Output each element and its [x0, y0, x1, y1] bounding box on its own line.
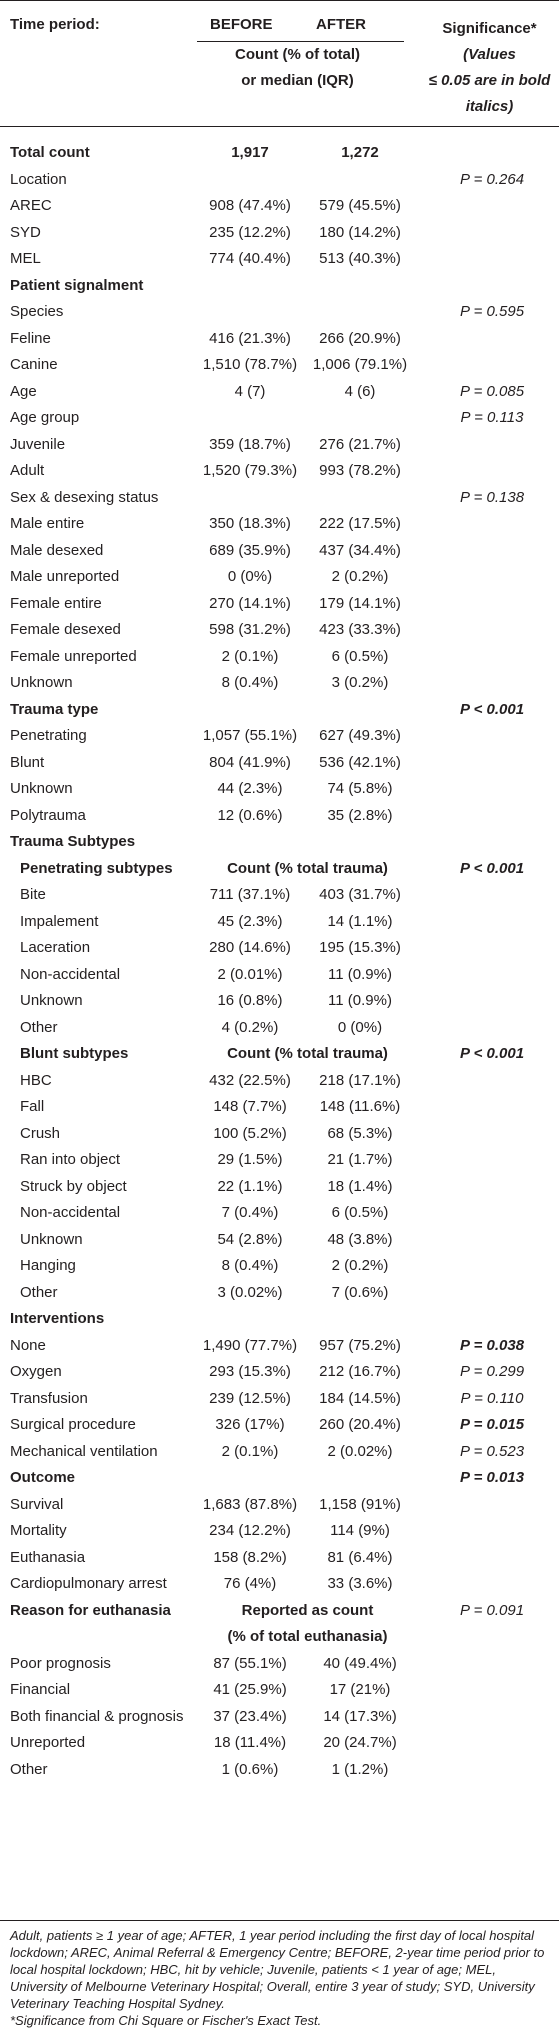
before-value: 1,683 (87.8%) — [202, 1495, 298, 1513]
row-label: Non-accidental — [20, 965, 121, 983]
table-row — [0, 1333, 559, 1360]
row-label: Feline — [10, 329, 51, 347]
after-value: 21 (1.7%) — [327, 1151, 393, 1168]
table-row — [0, 1015, 559, 1042]
row-label: Blunt — [10, 753, 45, 771]
row-label: Mechanical ventilation — [10, 1442, 158, 1460]
before-value: 2 (0.1%) — [221, 1442, 279, 1460]
before-value: 158 (8.2%) — [213, 1548, 287, 1566]
row-label: Other — [10, 1760, 48, 1778]
row-label: AREC — [10, 197, 52, 214]
after-value: 957 (75.2%) — [319, 1336, 401, 1354]
table-row — [0, 723, 559, 750]
row-label: Transfusion — [10, 1389, 88, 1407]
after-value: 68 (5.3%) — [327, 1124, 393, 1142]
after-value: 423 (33.3%) — [319, 621, 401, 638]
after-value: 11 (0.9%) — [328, 992, 392, 1009]
table-row — [0, 1545, 559, 1572]
row-label: Cardiopulmonary arrest — [10, 1575, 167, 1592]
before-value: 4 (7) — [234, 382, 266, 400]
row-label: Adult — [10, 462, 45, 479]
after-value: 579 (45.5%) — [319, 197, 401, 214]
before-value: 326 (17%) — [215, 1416, 285, 1433]
after-value: 2 (0.2%) — [331, 1257, 389, 1274]
before-header: BEFORE — [210, 16, 273, 33]
row-label: Unknown — [10, 674, 73, 691]
after-value: 14 (1.1%) — [327, 912, 393, 930]
table-row — [0, 644, 559, 671]
table-row — [0, 1068, 559, 1095]
row-label: Location — [10, 170, 67, 188]
table-footnote — [0, 1927, 559, 2029]
row-label: Other — [20, 1018, 58, 1036]
after-value: 260 (20.4%) — [319, 1416, 401, 1433]
row-label: Financial — [10, 1681, 71, 1698]
row-label: Age — [10, 382, 37, 400]
before-value: 7 (0.4%) — [221, 1204, 279, 1221]
table-row — [0, 670, 559, 697]
significance-value: P = 0.110 — [460, 1389, 524, 1407]
table-row — [0, 1518, 559, 1545]
before-value: 87 (55.1%) — [213, 1654, 287, 1672]
after-value: 148 (11.6%) — [319, 1098, 401, 1115]
row-label: Female unreported — [10, 647, 137, 665]
significance-value: P < 0.001 — [459, 700, 525, 718]
before-value: 37 (23.4%) — [213, 1707, 287, 1725]
after-value: 114 (9%) — [330, 1522, 390, 1539]
row-label: Total count — [10, 144, 90, 161]
before-value: 1,490 (77.7%) — [202, 1336, 298, 1354]
row-label: SYD — [10, 223, 41, 241]
before-value: 359 (18.7%) — [209, 435, 291, 453]
after-value: 184 (14.5%) — [319, 1389, 401, 1407]
row-label: Other — [20, 1283, 58, 1301]
table-row — [0, 803, 559, 830]
table-row — [0, 1094, 559, 1121]
table-row — [0, 1757, 559, 1784]
after-value: 993 (78.2%) — [319, 462, 401, 479]
sig-header-line4: italics) — [465, 98, 514, 115]
table-row — [0, 485, 559, 512]
row-label: Survival — [10, 1495, 64, 1513]
table-row — [0, 1571, 559, 1598]
after-value: 276 (21.7%) — [319, 435, 401, 453]
table-row — [0, 882, 559, 909]
row-label: Unreported — [10, 1734, 86, 1751]
before-value: 18 (11.4%) — [213, 1734, 287, 1751]
row-label: Juvenile — [10, 435, 66, 453]
before-value: 44 (2.3%) — [217, 780, 283, 797]
row-label: Crush — [20, 1124, 61, 1142]
significance-value: P = 0.595 — [459, 303, 525, 320]
table-row — [0, 1492, 559, 1519]
table-row — [0, 432, 559, 459]
table-row — [0, 405, 559, 432]
row-label: Bite — [20, 886, 46, 903]
sig-header-line3: ≤ 0.05 are in bold — [428, 72, 551, 89]
table-row — [0, 1280, 559, 1307]
row-label: Female desexed — [10, 621, 121, 638]
after-value: 403 (31.7%) — [319, 886, 401, 903]
table-row — [0, 1412, 559, 1439]
row-label: Struck by object — [20, 1177, 127, 1195]
row-label: Ran into object — [20, 1151, 121, 1168]
before-value: 270 (14.1%) — [209, 594, 291, 612]
table-row — [0, 1624, 559, 1651]
table-row — [0, 379, 559, 406]
after-value: 1 (1.2%) — [331, 1760, 389, 1778]
after-value: 14 (17.3%) — [323, 1707, 397, 1725]
row-label: Outcome — [10, 1469, 76, 1486]
before-value: 711 (37.1%) — [209, 886, 291, 903]
table-body — [0, 140, 559, 1783]
table-row — [0, 856, 559, 883]
after-value: 6 (0.5%) — [331, 1204, 389, 1221]
row-label: Age group — [10, 409, 80, 426]
row-span-header: Count (% total trauma) — [227, 859, 388, 877]
table-row — [0, 1598, 559, 1625]
row-label: Laceration — [20, 939, 91, 956]
row-label: Blunt subtypes — [20, 1045, 129, 1062]
before-value: 908 (47.4%) — [209, 197, 291, 214]
row-label: Canine — [10, 356, 58, 373]
after-header: AFTER — [316, 16, 366, 33]
row-label: Male unreported — [10, 568, 120, 585]
before-value: 22 (1.1%) — [217, 1177, 283, 1195]
row-label: Trauma Subtypes — [10, 833, 136, 850]
after-value: 33 (3.6%) — [327, 1575, 393, 1592]
after-value: 20 (24.7%) — [323, 1734, 397, 1751]
table-row — [0, 1651, 559, 1678]
table-row — [0, 511, 559, 538]
significance-value: P = 0.138 — [459, 488, 525, 506]
table-row — [0, 1174, 559, 1201]
before-value: 350 (18.3%) — [209, 515, 291, 532]
row-label: Unknown — [10, 780, 73, 797]
row-label: Male desexed — [10, 541, 104, 559]
table-row — [0, 564, 559, 591]
table-row — [0, 1704, 559, 1731]
after-value: 437 (34.4%) — [319, 541, 401, 559]
before-value: 280 (14.6%) — [209, 939, 291, 956]
before-value: 8 (0.4%) — [221, 1257, 279, 1274]
after-value: 1,158 (91%) — [319, 1495, 401, 1513]
after-value: 17 (21%) — [329, 1681, 391, 1698]
significance-value: P = 0.113 — [460, 409, 524, 426]
table-row — [0, 935, 559, 962]
before-value: 54 (2.8%) — [217, 1230, 283, 1248]
after-value: 40 (49.4%) — [323, 1654, 397, 1672]
table-row — [0, 776, 559, 803]
table-row — [0, 1227, 559, 1254]
table-row — [0, 273, 559, 300]
before-value: 1 (0.6%) — [221, 1760, 279, 1778]
table-row — [0, 829, 559, 856]
after-value: 35 (2.8%) — [327, 806, 393, 824]
before-value: 100 (5.2%) — [213, 1124, 287, 1142]
row-label: Interventions — [10, 1310, 105, 1327]
before-value: 2 (0.01%) — [217, 965, 283, 983]
row-label: Sex & desexing status — [10, 488, 159, 506]
table-row — [0, 1121, 559, 1148]
after-value: 179 (14.1%) — [319, 594, 401, 612]
table-header — [0, 0, 559, 157]
after-value: 2 (0.02%) — [327, 1442, 393, 1460]
row-label: Trauma type — [10, 700, 99, 718]
before-value: 1,917 — [231, 144, 269, 161]
table-row — [0, 1730, 559, 1757]
significance-value: P = 0.523 — [459, 1442, 525, 1460]
significance-value: P = 0.038 — [459, 1336, 525, 1354]
table-row — [0, 193, 559, 220]
row-label: Surgical procedure — [10, 1416, 136, 1433]
row-label: None — [10, 1336, 46, 1354]
before-value: 804 (41.9%) — [209, 753, 291, 771]
after-value: 48 (3.8%) — [327, 1230, 393, 1248]
row-label: MEL — [10, 250, 41, 267]
significance-value: P = 0.299 — [459, 1363, 525, 1380]
after-value: 627 (49.3%) — [319, 727, 401, 744]
after-value: 4 (6) — [344, 382, 376, 400]
table-row — [0, 352, 559, 379]
table-row — [0, 1200, 559, 1227]
row-label: Species — [10, 303, 64, 320]
row-label: Reason for euthanasia — [10, 1601, 171, 1619]
before-value: 41 (25.9%) — [213, 1681, 287, 1698]
before-value: 293 (15.3%) — [209, 1363, 291, 1380]
after-value: 11 (0.9%) — [328, 965, 392, 983]
before-value: 3 (0.02%) — [217, 1283, 283, 1301]
table-row — [0, 220, 559, 247]
row-label: Patient signalment — [10, 276, 144, 294]
row-label: Poor prognosis — [10, 1654, 111, 1672]
table-row — [0, 1465, 559, 1492]
before-value: 2 (0.1%) — [221, 647, 279, 665]
header-subrule — [197, 41, 404, 42]
row-label: Unknown — [20, 992, 83, 1009]
before-value: 12 (0.6%) — [217, 806, 283, 824]
after-value: 536 (42.1%) — [319, 753, 401, 771]
before-value: 1,510 (78.7%) — [202, 356, 298, 373]
row-label: Mortality — [10, 1522, 67, 1539]
before-value: 432 (22.5%) — [209, 1071, 291, 1089]
table-row — [0, 538, 559, 565]
table-row — [0, 988, 559, 1015]
before-value: 774 (40.4%) — [209, 250, 291, 267]
table-row — [0, 458, 559, 485]
before-value: 689 (35.9%) — [209, 541, 291, 559]
row-label: Polytrauma — [10, 806, 86, 824]
after-value: 222 (17.5%) — [319, 515, 401, 532]
table-row — [0, 1386, 559, 1413]
count-header-line1: Count (% of total) — [235, 46, 360, 63]
table-row — [0, 697, 559, 724]
after-value: 74 (5.8%) — [327, 780, 393, 797]
footnote-significance: *Significance from Chi Square or Fischer's Exact Test. — [10, 2013, 322, 2028]
after-value: 1,272 — [341, 144, 379, 161]
table-row — [0, 167, 559, 194]
table-row — [0, 299, 559, 326]
before-value: 45 (2.3%) — [217, 912, 283, 930]
after-value: 0 (0%) — [337, 1018, 383, 1036]
before-value: 8 (0.4%) — [221, 674, 279, 691]
before-value: 598 (31.2%) — [209, 621, 291, 638]
significance-value: P = 0.091 — [459, 1601, 525, 1619]
table-row — [0, 1253, 559, 1280]
before-value: 416 (21.3%) — [209, 329, 291, 347]
table-row — [0, 591, 559, 618]
row-label: Euthanasia — [10, 1548, 86, 1566]
row-label: Non-accidental — [20, 1204, 121, 1221]
before-value: 148 (7.7%) — [213, 1098, 287, 1115]
table-row — [0, 246, 559, 273]
sig-header-line1: Significance* — [442, 20, 537, 37]
before-value: 29 (1.5%) — [217, 1151, 283, 1168]
row-label: Fall — [20, 1098, 45, 1115]
after-value: 513 (40.3%) — [319, 250, 401, 267]
row-label: Hanging — [20, 1257, 76, 1274]
table-row — [0, 1439, 559, 1466]
after-value: 6 (0.5%) — [331, 647, 389, 665]
table-row — [0, 1041, 559, 1068]
row-label: Both financial & prognosis — [10, 1707, 184, 1725]
after-value: 7 (0.6%) — [331, 1283, 389, 1301]
table-row — [0, 750, 559, 777]
row-label: Oxygen — [10, 1363, 62, 1380]
bottom-rule — [0, 1920, 559, 1921]
before-value: 234 (12.2%) — [209, 1522, 291, 1539]
after-value: 1,006 (79.1%) — [312, 356, 408, 373]
after-value: 2 (0.2%) — [331, 568, 389, 585]
significance-value: P = 0.013 — [459, 1469, 525, 1486]
before-value: 1,520 (79.3%) — [202, 462, 298, 479]
row-label: Unknown — [20, 1230, 83, 1248]
table-row — [0, 909, 559, 936]
after-value: 3 (0.2%) — [331, 674, 389, 691]
count-header-line2: or median (IQR) — [241, 72, 354, 89]
significance-value: P < 0.001 — [459, 1045, 525, 1062]
after-value: 195 (15.3%) — [319, 939, 401, 956]
significance-header — [420, 16, 559, 120]
after-value: 266 (20.9%) — [319, 329, 401, 347]
row-span-header: Count (% total trauma) — [227, 1045, 388, 1062]
header-rule — [0, 126, 559, 127]
before-value: 1,057 (55.1%) — [202, 727, 298, 744]
table-row — [0, 326, 559, 353]
after-value: 180 (14.2%) — [319, 223, 401, 241]
sig-header-line2: (Values — [463, 46, 516, 63]
table-row — [0, 1306, 559, 1333]
row-span-header: Reported as count — [241, 1601, 374, 1619]
row-span-header: (% of total euthanasia) — [227, 1628, 388, 1645]
row-label: Penetrating — [10, 727, 87, 744]
table-row — [0, 1677, 559, 1704]
after-value: 18 (1.4%) — [327, 1177, 393, 1195]
footnote-abbreviations: Adult, patients ≥ 1 year of age; AFTER, 1 year period including the first day of local hospital lockdown; AREC, Animal Referral & Emergency Centre; BEFORE, 2-year time period prior to local hospital lockdown; HBC, hit by vehicle; Juvenile, patients < 1 year of age; MEL, University of Melbourne Veterinary Hospital; Overall, entire 3 year of study; SYD, University Veterinary Teaching Hospital Sydney. — [10, 1928, 545, 2011]
before-value: 235 (12.2%) — [209, 223, 291, 241]
table-row — [0, 1359, 559, 1386]
table-row — [0, 1147, 559, 1174]
time-period-label: Time period: — [10, 16, 100, 33]
before-value: 239 (12.5%) — [209, 1389, 291, 1407]
before-value: 4 (0.2%) — [221, 1018, 279, 1036]
significance-value: P = 0.264 — [459, 170, 525, 188]
table-row — [0, 617, 559, 644]
after-value: 81 (6.4%) — [327, 1548, 393, 1566]
row-label: Impalement — [20, 912, 99, 930]
row-label: Male entire — [10, 515, 85, 532]
significance-value: P = 0.015 — [459, 1416, 525, 1433]
row-label: HBC — [20, 1071, 52, 1089]
significance-value: P < 0.001 — [459, 859, 525, 877]
after-value: 218 (17.1%) — [319, 1071, 401, 1089]
row-label: Female entire — [10, 594, 102, 612]
significance-value: P = 0.085 — [459, 382, 525, 400]
table-row — [0, 962, 559, 989]
before-value: 0 (0%) — [227, 568, 273, 585]
table-row — [0, 140, 559, 167]
before-value: 16 (0.8%) — [217, 992, 283, 1009]
before-value: 76 (4%) — [223, 1575, 277, 1592]
after-value: 212 (16.7%) — [319, 1363, 401, 1380]
row-label: Penetrating subtypes — [20, 859, 173, 877]
